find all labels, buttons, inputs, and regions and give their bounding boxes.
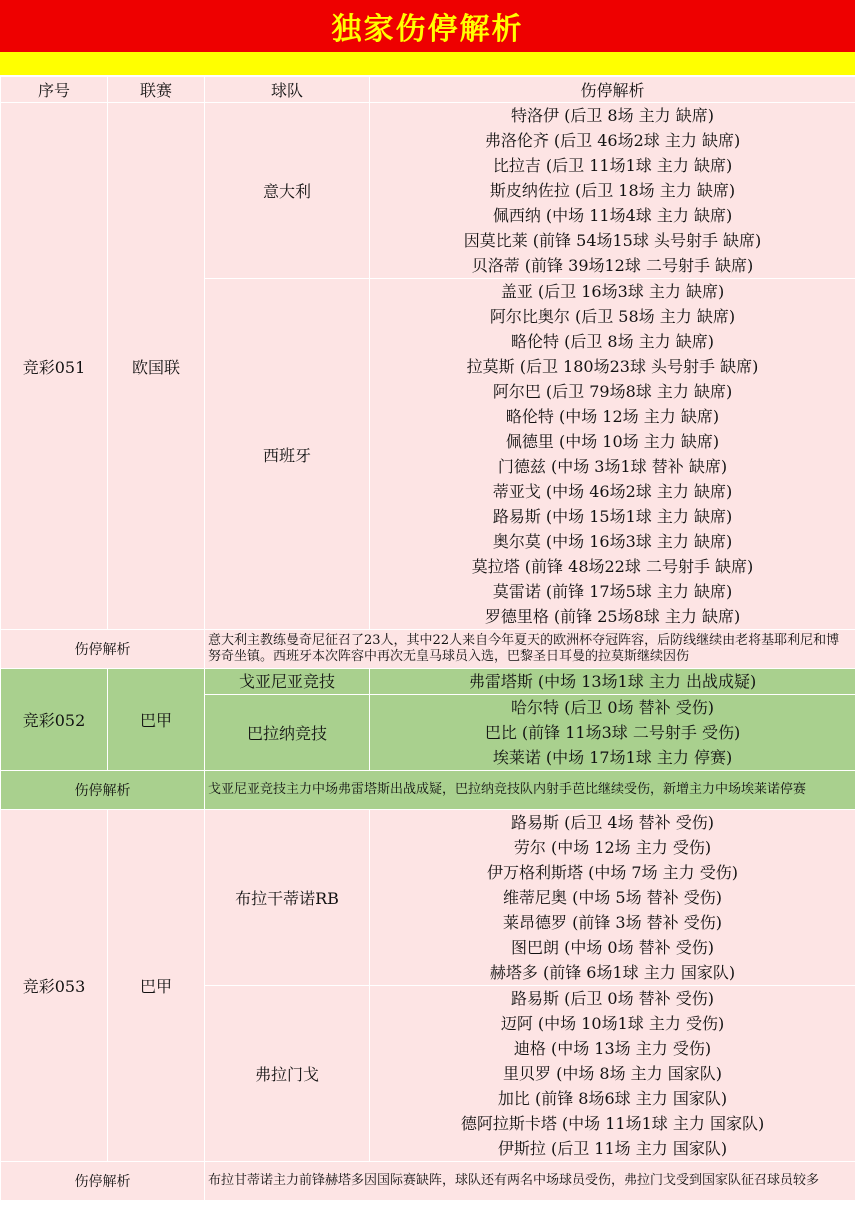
analysis-row-051	[1, 630, 855, 669]
match-code: 竞彩053	[1, 810, 108, 1162]
team-name: 布拉干蒂诺RB	[205, 810, 370, 986]
analysis-row-053	[1, 1162, 855, 1201]
player-list	[370, 695, 855, 771]
player-entry: 比拉吉 (后卫 11场1球 主力 缺席)	[492, 156, 733, 175]
header-analysis: 伤停解析	[370, 77, 855, 103]
player-entry: 特洛伊 (后卫 8场 主力 缺席)	[510, 106, 714, 125]
player-list	[370, 986, 855, 1162]
player-entry: 迈阿 (中场 10场1球 主力 受伤)	[500, 1014, 725, 1033]
league-name: 巴甲	[108, 810, 205, 1162]
analysis-text: 戈亚尼亚竞技主力中场弗雷塔斯出战成疑，巴拉纳竞技队内射手芭比继续受伤，新增主力中场埃莱诺停赛	[205, 771, 855, 810]
match-code: 竞彩052	[1, 669, 108, 771]
player-entry: 蒂亚戈 (中场 46场2球 主力 缺席)	[492, 482, 733, 501]
player-entry: 莫雷诺 (前锋 17场5球 主力 缺席)	[492, 582, 733, 601]
league-name: 巴甲	[108, 669, 205, 771]
header-league: 联赛	[108, 77, 205, 103]
player-list	[370, 669, 855, 695]
team-name: 巴拉纳竞技	[205, 695, 370, 771]
player-entry: 罗德里格 (前锋 25场8球 主力 缺席)	[484, 607, 741, 626]
team-name: 戈亚尼亚竞技	[205, 669, 370, 695]
player-entry: 里贝罗 (中场 8场 主力 国家队)	[502, 1064, 722, 1083]
player-entry: 伊斯拉 (后卫 11场 主力 国家队)	[497, 1139, 728, 1158]
match-row-051-team1	[1, 103, 855, 279]
match-row-053-team1	[1, 810, 855, 986]
match-code: 竞彩051	[1, 103, 108, 630]
player-entry: 莱昂德罗 (前锋 3场 替补 受伤)	[502, 913, 722, 932]
player-entry: 奥尔莫 (中场 16场3球 主力 缺席)	[492, 532, 733, 551]
header-index: 序号	[1, 77, 108, 103]
analysis-label: 伤停解析	[1, 771, 205, 810]
match-row-052-team1	[1, 669, 855, 695]
player-entry: 盖亚 (后卫 16场3球 主力 缺席)	[500, 282, 725, 301]
player-entry: 阿尔比奥尔 (后卫 58场 主力 缺席)	[489, 307, 736, 326]
injury-table	[0, 76, 855, 1201]
player-entry: 佩德里 (中场 10场 主力 缺席)	[505, 432, 720, 451]
player-entry: 门德兹 (中场 3场1球 替补 缺席)	[497, 457, 728, 476]
player-entry: 巴比 (前锋 11场3球 二号射手 受伤)	[484, 723, 741, 742]
player-entry: 埃莱诺 (中场 17场1球 主力 停赛)	[492, 748, 733, 767]
analysis-label: 伤停解析	[1, 630, 205, 669]
player-entry: 维蒂尼奥 (中场 5场 替补 受伤)	[502, 888, 722, 907]
analysis-text: 布拉甘蒂诺主力前锋赫塔多因国际赛缺阵，球队还有两名中场球员受伤，弗拉门戈受到国家队征召球员较多	[205, 1162, 855, 1201]
team-name: 西班牙	[205, 279, 370, 630]
player-entry: 德阿拉斯卡塔 (中场 11场1球 主力 国家队)	[460, 1114, 765, 1133]
title-stripe	[0, 52, 855, 75]
player-entry: 伊万格利斯塔 (中场 7场 主力 受伤)	[486, 863, 738, 882]
player-entry: 弗洛伦齐 (后卫 46场2球 主力 缺席)	[484, 131, 741, 150]
team-name: 弗拉门戈	[205, 986, 370, 1162]
analysis-text: 意大利主教练曼奇尼征召了23人，其中22人来自今年夏天的欧洲杯夺冠阵容，后防线继续由老将基耶利尼和博努奇坐镇。西班牙本次阵容中再次无皇马球员入选，巴黎圣日耳曼的拉莫斯继续因伤	[205, 630, 855, 669]
player-entry: 佩西纳 (中场 11场4球 主力 缺席)	[492, 206, 733, 225]
player-entry: 路易斯 (中场 15场1球 主力 缺席)	[492, 507, 733, 526]
player-entry: 路易斯 (后卫 0场 替补 受伤)	[510, 989, 714, 1008]
player-entry: 迪格 (中场 13场 主力 受伤)	[513, 1039, 712, 1058]
analysis-row-052	[1, 771, 855, 810]
player-list	[370, 810, 855, 986]
league-name: 欧国联	[108, 103, 205, 630]
player-entry: 路易斯 (后卫 4场 替补 受伤)	[510, 813, 714, 832]
table-header-row	[1, 77, 855, 103]
page-title: 独家伤停解析	[0, 0, 855, 52]
player-entry: 赫塔多 (前锋 6场1球 主力 国家队)	[489, 963, 736, 982]
team-name: 意大利	[205, 103, 370, 279]
player-list	[370, 103, 855, 279]
analysis-label: 伤停解析	[1, 1162, 205, 1201]
player-entry: 略伦特 (后卫 8场 主力 缺席)	[510, 332, 714, 351]
player-entry: 拉莫斯 (后卫 180场23球 头号射手 缺席)	[466, 357, 759, 376]
player-entry: 因莫比莱 (前锋 54场15球 头号射手 缺席)	[463, 231, 762, 250]
header-team: 球队	[205, 77, 370, 103]
player-entry: 弗雷塔斯 (中场 13场1球 主力 出战成疑)	[468, 672, 757, 691]
player-entry: 哈尔特 (后卫 0场 替补 受伤)	[510, 698, 714, 717]
player-entry: 阿尔巴 (后卫 79场8球 主力 缺席)	[492, 382, 733, 401]
player-entry: 劳尔 (中场 12场 主力 受伤)	[513, 838, 712, 857]
player-entry: 图巴朗 (中场 0场 替补 受伤)	[510, 938, 714, 957]
player-list	[370, 279, 855, 630]
player-entry: 略伦特 (中场 12场 主力 缺席)	[505, 407, 720, 426]
player-entry: 加比 (前锋 8场6球 主力 国家队)	[497, 1089, 728, 1108]
player-entry: 贝洛蒂 (前锋 39场12球 二号射手 缺席)	[471, 256, 754, 275]
player-entry: 斯皮纳佐拉 (后卫 18场 主力 缺席)	[489, 181, 736, 200]
player-entry: 莫拉塔 (前锋 48场22球 二号射手 缺席)	[471, 557, 754, 576]
